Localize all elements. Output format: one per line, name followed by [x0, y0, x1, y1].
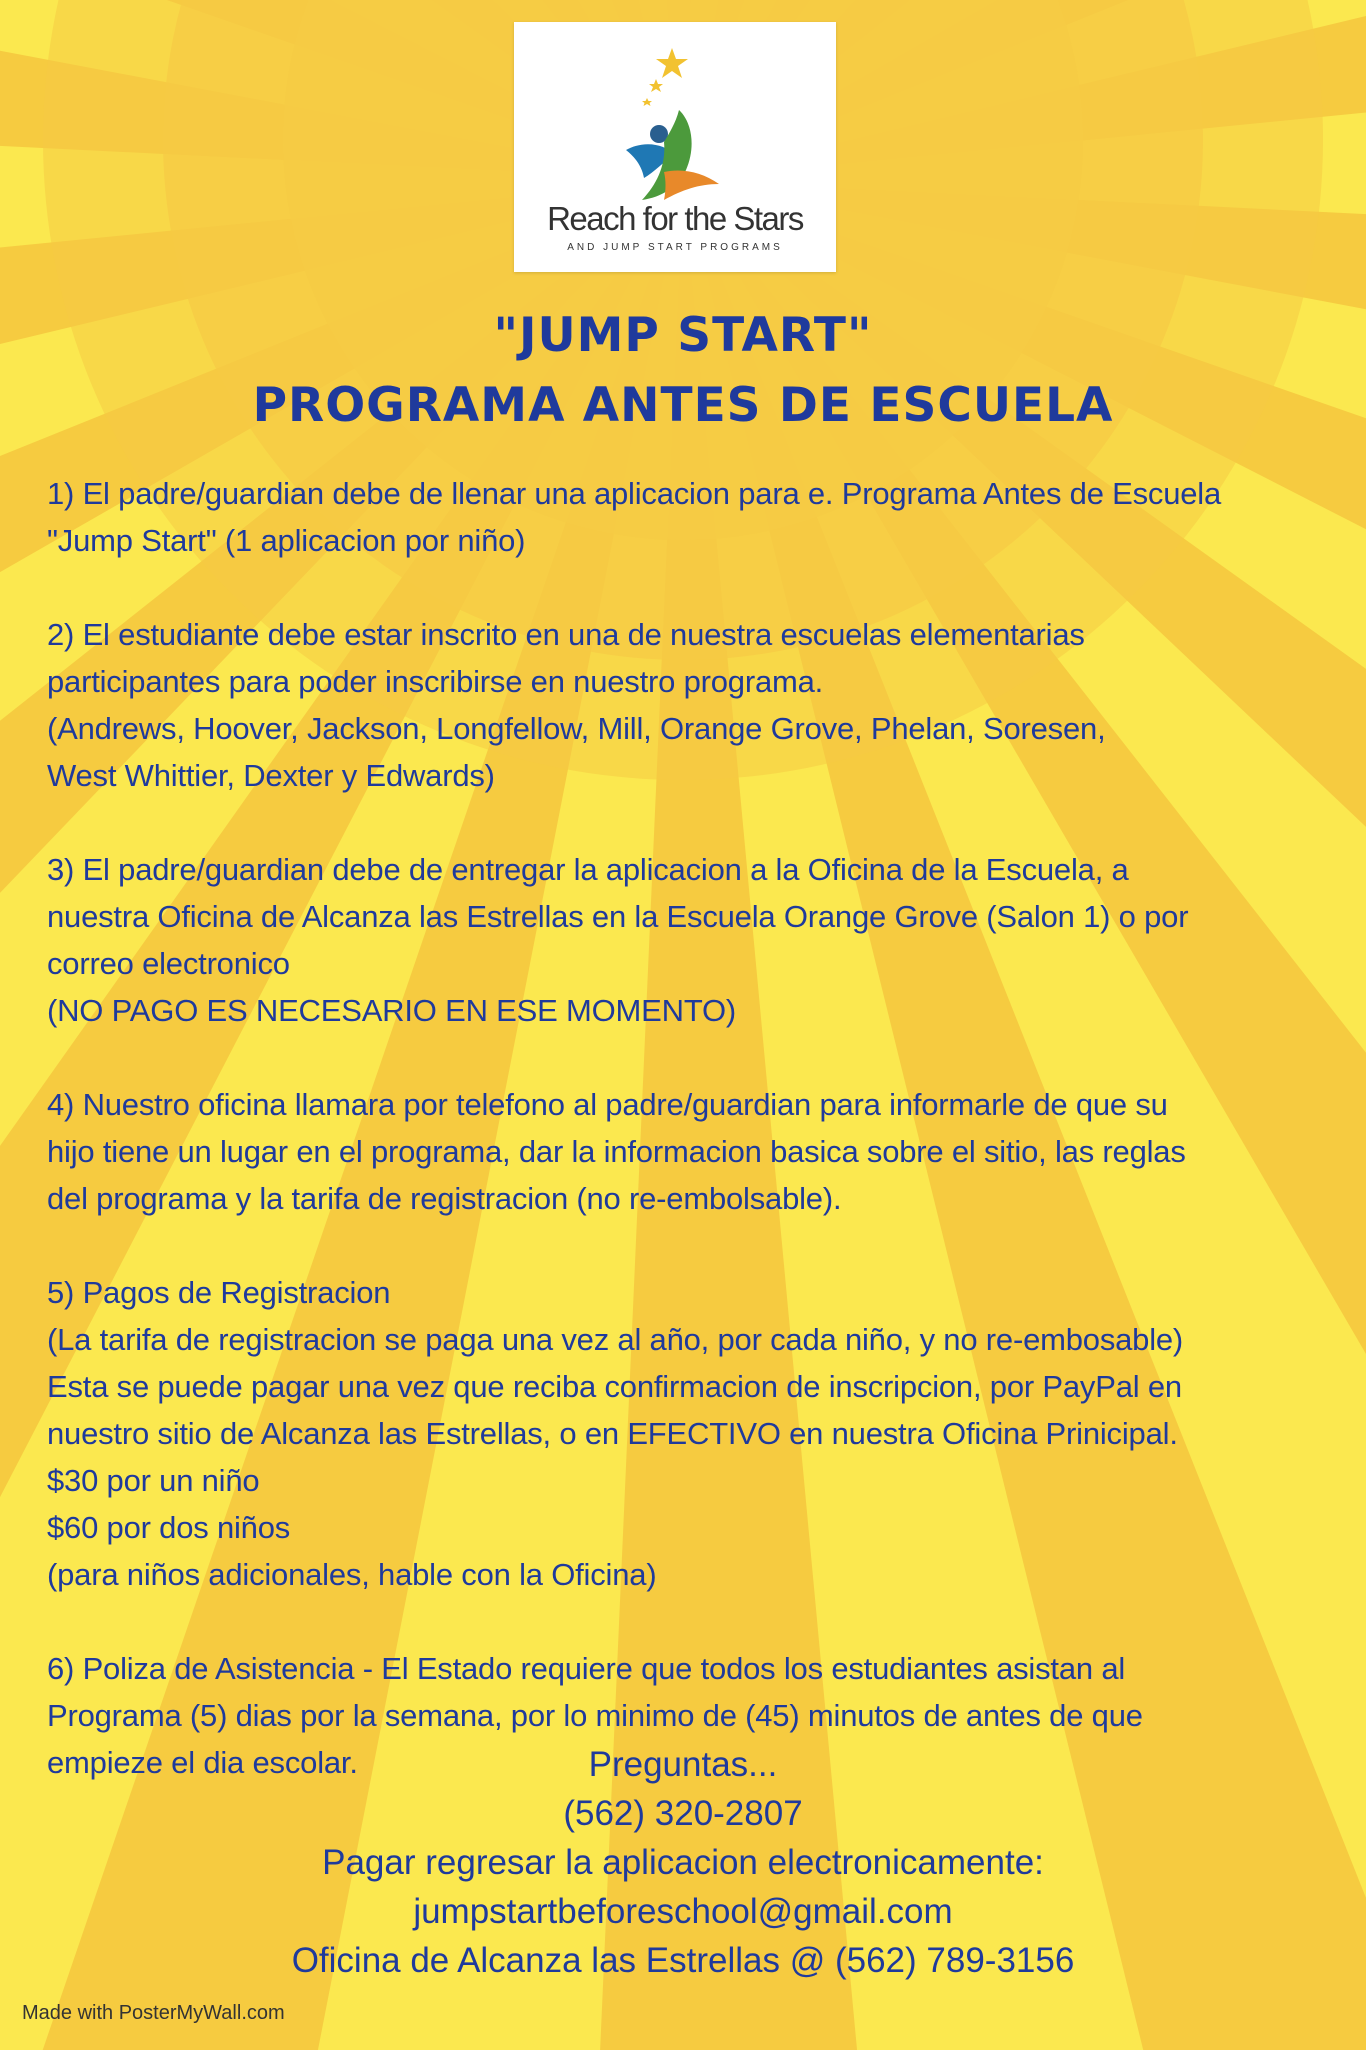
step-5 [47, 1269, 1337, 1598]
step-2 [47, 611, 1337, 799]
questions-label: Preguntas... [588, 1745, 778, 1784]
office-phone: Oficina de Alcanza las Estrellas @ (562) 789-3156 [291, 1941, 1075, 1980]
step-3 [47, 846, 1337, 1034]
step-line: Programa (5) dias por la semana, por lo minimo de (45) minutos de antes de que [47, 1698, 1143, 1733]
step-line: 5) Pagos de Registracion [47, 1275, 391, 1310]
step-line: 3) El padre/guardian debe de entregar la aplicacion a la Oficina de la Escuela, a [47, 852, 1129, 887]
step-line: participantes para poder inscribirse en nuestro programa. [47, 664, 824, 699]
star-figure-icon [514, 22, 836, 202]
logo-tagline: AND JUMP START PROGRAMS [567, 242, 783, 253]
steps-list [47, 470, 1337, 1833]
step-line: 2) El estudiante debe estar inscrito en una de nuestra escuelas elementarias [47, 617, 1085, 652]
step-line: empieze el dia escolar. [47, 1745, 358, 1780]
step-line: Esta se puede pagar una vez que reciba confirmacion de inscripcion, por PayPal en [47, 1369, 1182, 1404]
figure-body-orange [664, 171, 719, 201]
large-star-icon [656, 48, 688, 78]
page-title-line1: "JUMP START" [493, 308, 873, 363]
email-address: jumpstartbeforeschool@gmail.com [413, 1892, 953, 1931]
step-line: del programa y la tarifa de registracion (no re-embolsable). [47, 1181, 842, 1216]
step-line: "Jump Start" (1 aplicacion por niño) [47, 523, 526, 558]
step-line: (NO PAGO ES NECESARIO EN ESE MOMENTO) [47, 993, 737, 1028]
step-line: 4) Nuestro oficina llamara por telefono al padre/guardian para informarle de que su [47, 1087, 1168, 1122]
step-line: hijo tiene un lugar en el programa, dar la informacion basica sobre el sitio, las reglas [47, 1134, 1186, 1169]
logo-name: Reach for the Stars [547, 200, 803, 237]
step-line: (La tarifa de registracion se paga una vez al año, por cada niño, y no re-embosable) [47, 1322, 1184, 1357]
step-1 [47, 470, 1337, 564]
small-star-icon [649, 79, 663, 92]
step-line: (para niños adicionales, hable con la Oficina) [47, 1557, 657, 1592]
step-line: 6) Poliza de Asistencia - El Estado requiere que todos los estudiantes asistan al [47, 1651, 1126, 1686]
logo [514, 22, 836, 272]
page-title-line2: PROGRAMA ANTES DE ESCUELA [252, 378, 1114, 433]
step-line: 1) El padre/guardian debe de llenar una aplicacion para e. Programa Antes de Escuela [47, 476, 1222, 511]
step-4 [47, 1081, 1337, 1222]
step-line: (Andrews, Hoover, Jackson, Longfellow, Mill, Orange Grove, Phelan, Soresen, [47, 711, 1106, 746]
step-line: West Whittier, Dexter y Edwards) [47, 758, 495, 793]
contact-block [0, 1740, 1366, 1985]
step-line: $60 por dos niños [47, 1510, 291, 1545]
step-line: $30 por un niño [47, 1463, 260, 1498]
phone-number: (562) 320-2807 [563, 1794, 803, 1833]
step-line: nuestra Oficina de Alcanza las Estrellas en la Escuela Orange Grove (Salon 1) o por [47, 899, 1189, 934]
credit-text: Made with PosterMyWall.com [22, 2002, 285, 2024]
step-line: correo electronico [47, 946, 290, 981]
return-label: Pagar regresar la aplicacion electronicamente: [322, 1843, 1044, 1882]
step-line: nuestro sitio de Alcanza las Estrellas, o en EFECTIVO en nuestra Oficina Prinicipal. [47, 1416, 1178, 1451]
tiny-star-icon [642, 98, 652, 106]
